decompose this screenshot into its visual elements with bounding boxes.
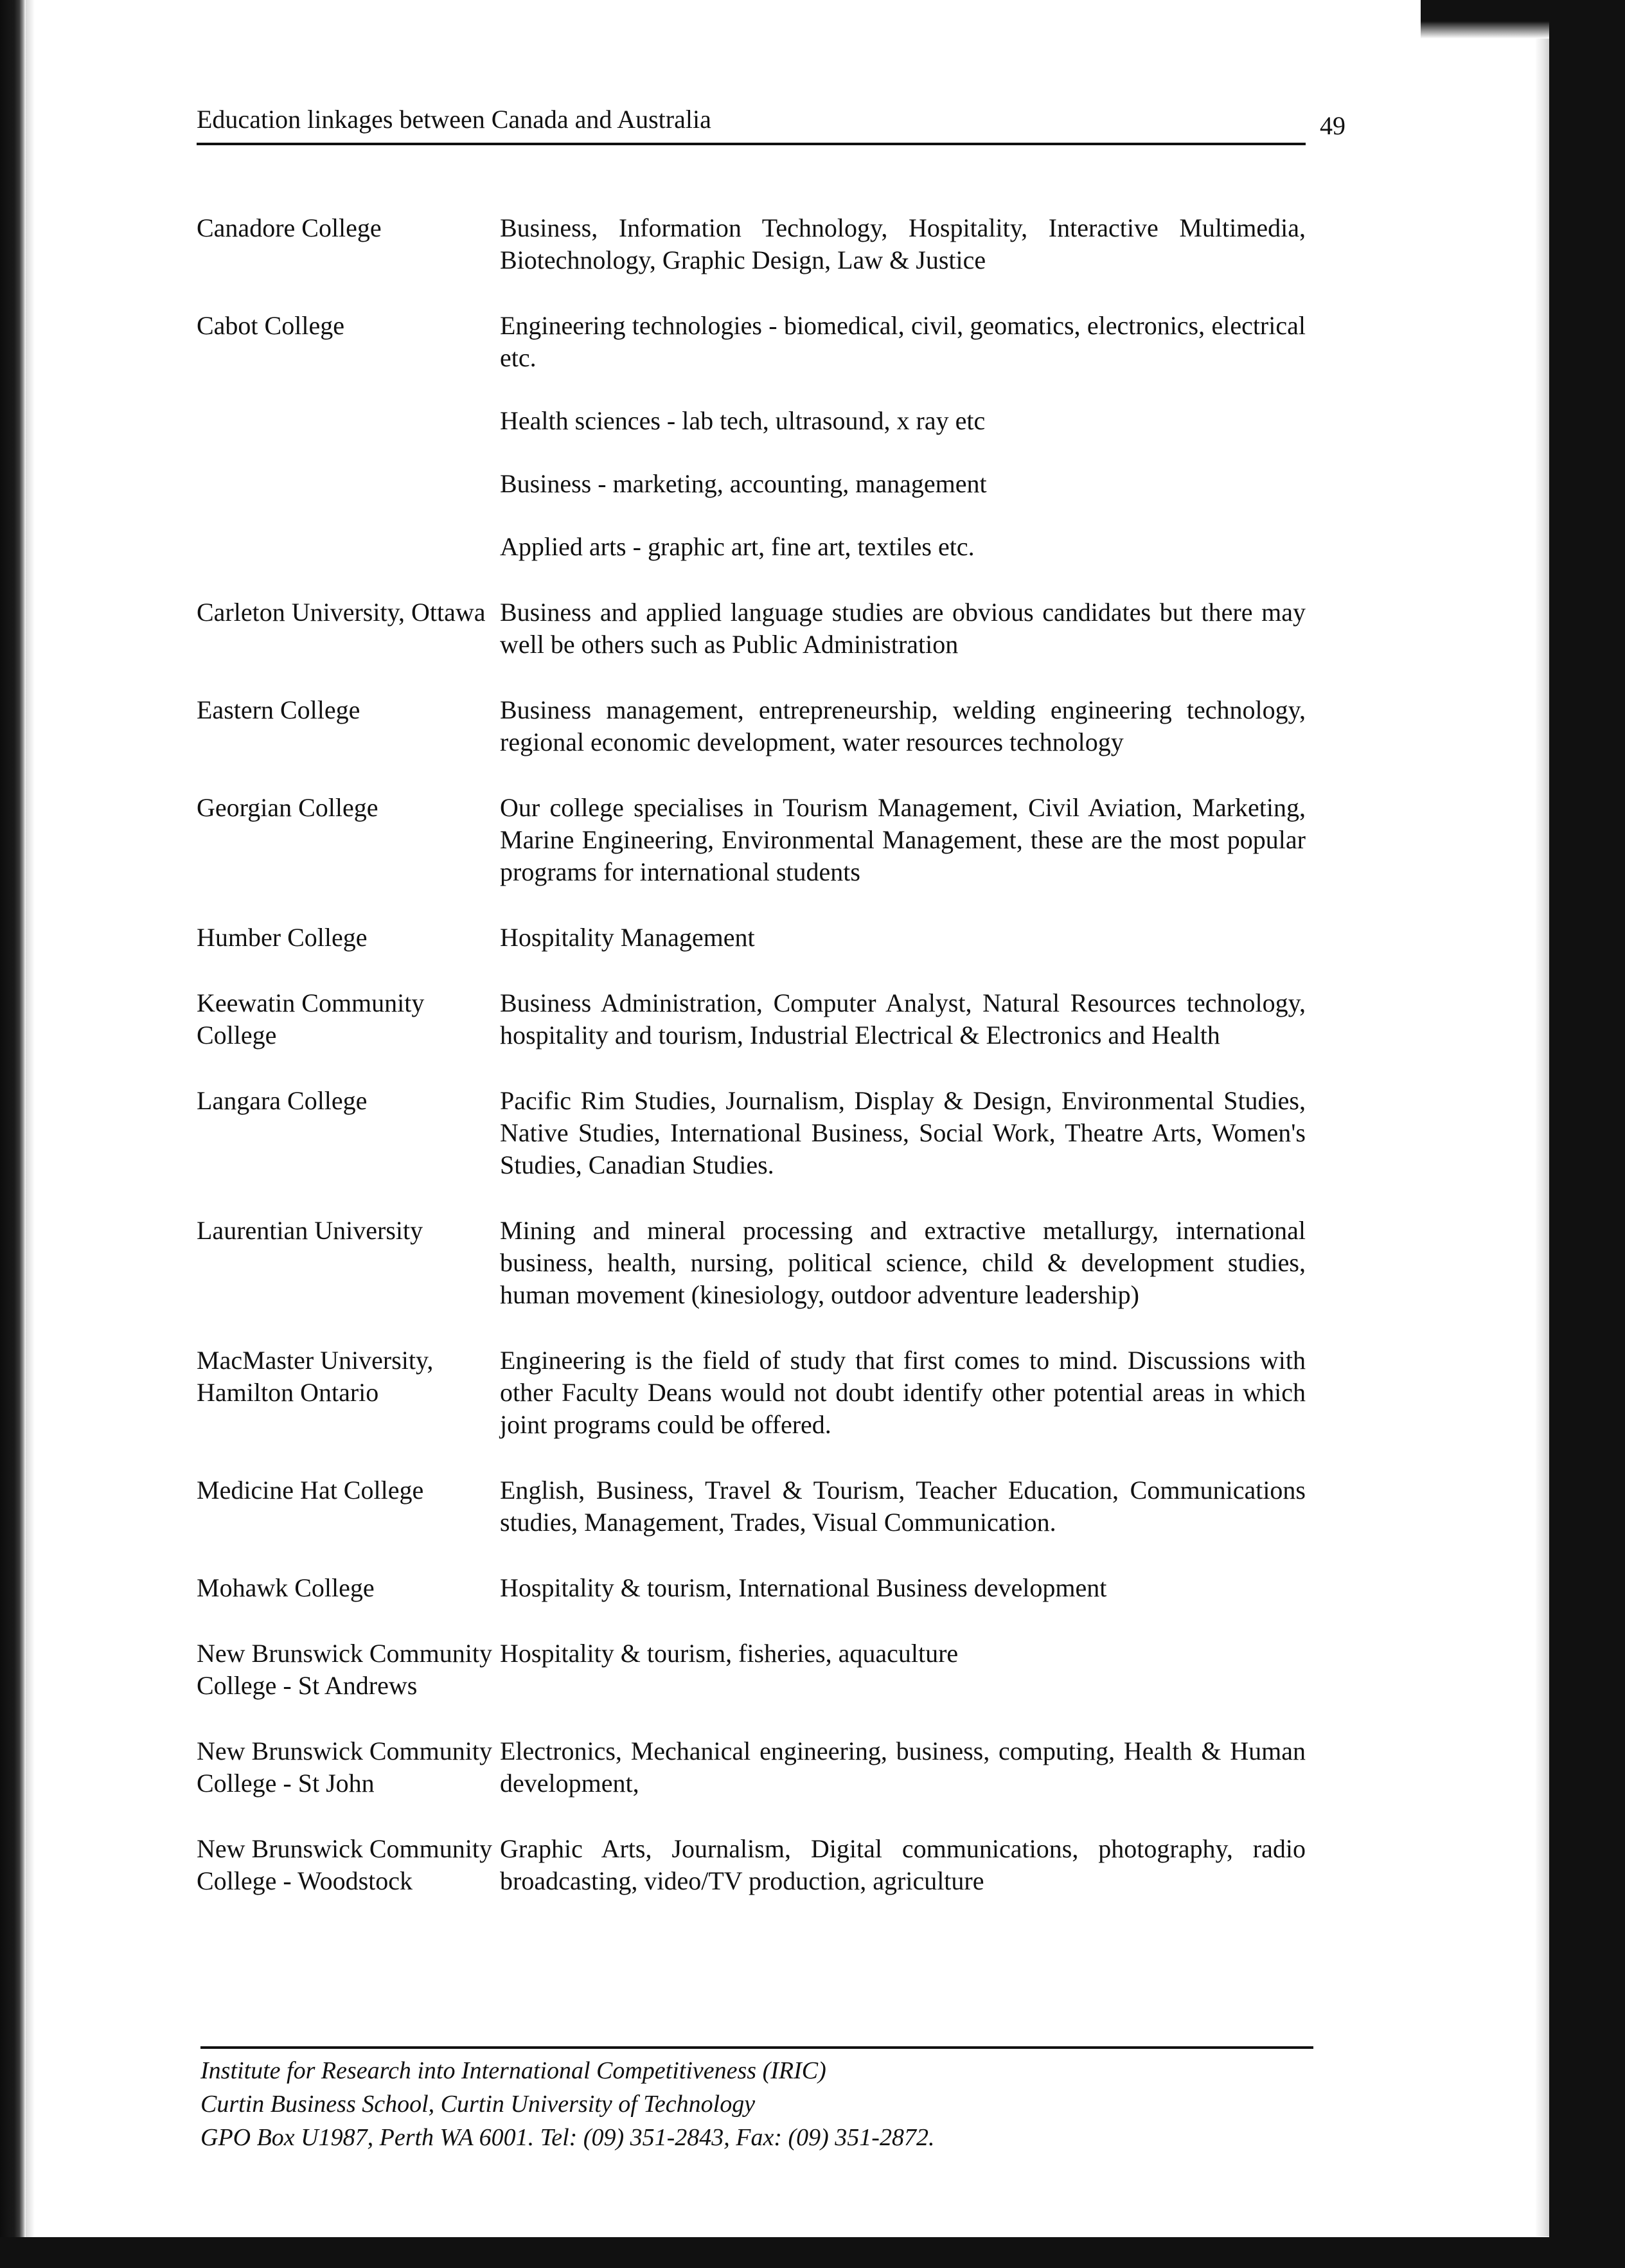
institution-programs [500,1638,1306,1670]
institution-programs [500,987,1306,1051]
institution-name: Medicine Hat College [197,1476,424,1505]
program-paragraph: Our college specialises in Tourism Management, Civil Aviation, Marketing, Marine Engineering, Environmental Management, these are the most popular programs for international students [500,793,1306,886]
program-paragraph: Business and applied language studies are obvious candidates but there may well be others such as Public Administration [500,598,1306,659]
institution-name: Carleton University, Ottawa [197,598,486,627]
footer-institute: Institute for Research into International Competitiveness (IRIC) [200,2057,826,2084]
institution-programs [500,1735,1306,1799]
scan-left-shadow [26,0,35,2268]
institution-entry [197,1833,1306,1897]
institution-entry [197,694,1306,758]
institution-entry [197,1572,1306,1604]
institution-entry [197,987,1306,1051]
institution-name: New Brunswick Community College - St John [197,1737,492,1798]
footer-address: GPO Box U1987, Perth WA 6001. Tel: (09) 351-2843, Fax: (09) 351-2872. [200,2124,935,2151]
institution-programs [500,1085,1306,1181]
institution-programs [500,1572,1306,1604]
institution-entry [197,1638,1306,1702]
institution-entry [197,212,1306,276]
footer-school: Curtin Business School, Curtin University of Technology [200,2091,756,2118]
institution-entry [197,1215,1306,1311]
program-paragraph: Health sciences - lab tech, ultrasound, x ray etc [500,406,986,435]
institution-programs [500,310,1306,563]
program-paragraph: Engineering is the field of study that first comes to mind. Discussions with other Faculty Deans would not doubt identify other potential areas in which joint programs could be offered. [500,1346,1306,1439]
institution-programs [500,1474,1306,1539]
scan-bottom-border [0,2237,1625,2268]
page-header [197,102,1345,145]
program-paragraph: Mining and mineral processing and extractive metallurgy, international business, health, nursing, political science, child & development studies, human movement (kinesiology, outdoor adventure leadership) [500,1216,1306,1309]
page-number: 49 [1320,111,1345,140]
program-paragraph: Electronics, Mechanical engineering, business, computing, Health & Human development, [500,1737,1306,1798]
institution-entry [197,596,1306,661]
program-paragraph: Business management, entrepreneurship, welding engineering technology, regional economic development, water resources technology [500,695,1306,756]
program-paragraph: English, Business, Travel & Tourism, Teacher Education, Communications studies, Management, Trades, Visual Communication. [500,1476,1306,1537]
institution-programs [500,694,1306,758]
program-paragraph: Engineering technologies - biomedical, civil, geomatics, electronics, electrical etc. [500,311,1306,372]
program-paragraph: Applied arts - graphic art, fine art, textiles etc. [500,532,975,561]
scan-top-right-corner [1421,0,1549,39]
scan-right-shadow [1535,39,1549,2237]
institution-programs [500,1344,1306,1441]
institution-entry [197,1735,1306,1799]
institution-programs [500,212,1306,276]
institution-name: Georgian College [197,793,378,822]
institution-programs [500,596,1306,661]
institution-name: Cabot College [197,311,344,340]
institution-programs [500,1215,1306,1311]
institution-name: Eastern College [197,695,360,724]
institution-name: Langara College [197,1086,368,1115]
scan-left-border [0,0,26,2268]
institution-entry [197,1085,1306,1181]
program-paragraph: Hospitality Management [500,923,755,952]
institution-name: Laurentian University [197,1216,423,1245]
scan-right-border [1549,0,1625,2268]
institution-entry [197,922,1306,954]
program-paragraph: Graphic Arts, Journalism, Digital communications, photography, radio broadcasting, video/TV production, agriculture [500,1834,1306,1895]
institution-name: MacMaster University, Hamilton Ontario [197,1346,434,1407]
institution-name: Keewatin Community College [197,988,425,1049]
institution-entry [197,310,1306,563]
institution-name: Canadore College [197,213,382,242]
institution-name: New Brunswick Community College - Woodstock [197,1834,492,1895]
institution-programs [500,792,1306,888]
institution-entry [197,792,1306,888]
page-footer [200,2046,1313,2154]
institution-list [197,212,1306,1931]
institution-name: Humber College [197,923,368,952]
institution-programs [500,922,1306,954]
program-paragraph: Business, Information Technology, Hospitality, Interactive Multimedia, Biotechnology, Graphic Design, Law & Justice [500,213,1306,274]
program-paragraph: Hospitality & tourism, fisheries, aquaculture [500,1639,959,1668]
program-paragraph: Hospitality & tourism, International Business development [500,1573,1107,1602]
program-paragraph: Pacific Rim Studies, Journalism, Display & Design, Environmental Studies, Native Studies, International Business, Social Work, Theatre Arts, Women's Studies, Canadian Studies. [500,1086,1306,1179]
program-paragraph: Business Administration, Computer Analyst, Natural Resources technology, hospitality and tourism, Industrial Electrical & Electronics and Health [500,988,1306,1049]
institution-name: New Brunswick Community College - St Andrews [197,1639,492,1700]
running-title: Education linkages between Canada and Australia [197,105,711,134]
program-paragraph: Business - marketing, accounting, management [500,469,987,498]
institution-entry [197,1344,1306,1441]
institution-entry [197,1474,1306,1539]
institution-programs [500,1833,1306,1897]
institution-name: Mohawk College [197,1573,375,1602]
